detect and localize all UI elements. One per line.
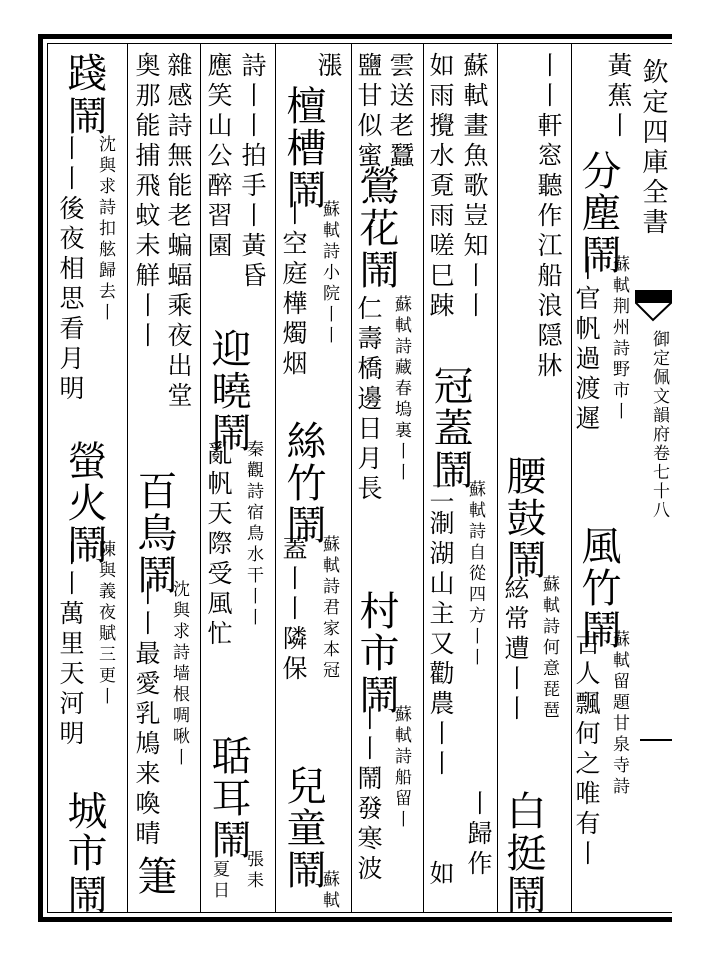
column-9-tail: 蓋丨丨隣保 bbox=[279, 535, 308, 685]
column-13-text: 奥那能捕飛蚊未觧丨丨 bbox=[132, 52, 161, 352]
column-6-text: 雲送老蠶 bbox=[386, 52, 415, 172]
column-6-note: 蘇軾詩藏春塢裏丨丨 bbox=[391, 295, 411, 484]
column-10-note: 秦觀詩宿鳥水干丨丨 bbox=[243, 440, 263, 629]
column-5-tail-2: 如 bbox=[426, 860, 455, 890]
column-1-heading-3: 風竹鬧 bbox=[575, 525, 621, 651]
column-1-tail: 丨官帆過渡遲 bbox=[572, 255, 601, 435]
column-11-tail-2: 夏日 bbox=[209, 860, 229, 902]
column-8-heading: 檀槽鬧 bbox=[280, 85, 326, 211]
column-14-note: 沈與求詩扣舷歸去丨 bbox=[95, 135, 115, 324]
column-rule bbox=[497, 43, 498, 913]
column-1-heading: 分 bbox=[575, 150, 621, 192]
column-13-tail: 丨丨最愛乳鳩来喚晴 bbox=[132, 580, 161, 850]
column-10-text: 詩丨丨拍手丨黃昏 bbox=[238, 52, 267, 292]
column-14-heading-3: 城市鬧 bbox=[61, 790, 107, 916]
column-10-heading: 迎曉鬧 bbox=[205, 328, 251, 454]
column-1-text: 黃蕉丨 bbox=[604, 52, 633, 142]
column-5-tail: 二淛湖山主又勸農丨丨 bbox=[426, 480, 455, 780]
fishtail-mark-icon bbox=[635, 290, 672, 330]
column-12-heading-2: 箑 bbox=[131, 855, 177, 897]
column-4-note: 蘇軾詩自從四方丨丨 bbox=[465, 480, 485, 669]
column-2-heading: 腰鼓鬧 bbox=[500, 455, 546, 581]
column-14-text: 踐 bbox=[61, 52, 107, 94]
column-2-heading-2: 白挺鬧 bbox=[500, 790, 546, 916]
column-6-heading: 鶯花鬧 bbox=[353, 165, 399, 291]
column-1-note: 蘇軾荆州詩野市丨 bbox=[609, 255, 629, 423]
column-rule bbox=[127, 43, 128, 913]
column-7-tail: 仁壽橋邊日月長 bbox=[354, 295, 383, 505]
column-8-text: 漲 bbox=[314, 52, 343, 82]
column-7-text: 鹽甘似蜜 bbox=[354, 52, 383, 172]
column-4-text: 蘇軾畫魚歌豈知丨丨 bbox=[460, 52, 489, 322]
column-8-note-2: 蘇軾詩君家本冠 bbox=[319, 535, 339, 682]
column-15-text: 丨丨後夜相思看月明 bbox=[56, 135, 85, 405]
column-14-heading: 鬧 bbox=[61, 95, 107, 137]
column-1-heading-2: 塵鬧 bbox=[575, 192, 621, 276]
column-rule bbox=[200, 43, 201, 913]
column-10-note-2: 張耒 bbox=[243, 850, 263, 892]
column-4-heading: 冠蓋鬧 bbox=[427, 365, 473, 491]
column-rule bbox=[275, 43, 276, 913]
column-6-heading-2: 村市鬧 bbox=[353, 590, 399, 716]
column-12-heading: 百鳥鬧 bbox=[131, 470, 177, 596]
column-6-note-2: 蘇軾詩船留丨 bbox=[391, 705, 411, 831]
column-2-text: 丨丨軒窓聽作江船浪隠牀 bbox=[534, 52, 563, 382]
column-12-note: 沈與求詩墙根啁啾丨 bbox=[169, 580, 189, 769]
column-8-heading-3: 兒童鬧 bbox=[280, 765, 326, 891]
column-2-tail: 絃常遭丨丨 bbox=[501, 575, 530, 725]
column-9-text: 丨空庭樺燭烟 bbox=[279, 200, 308, 380]
column-4-tail: 丨歸作 bbox=[464, 790, 493, 880]
column-10-heading-2: 聒耳鬧 bbox=[205, 735, 251, 861]
column-5-text: 如雨攪水覔雨嗟巳踈 bbox=[426, 52, 455, 322]
column-1-note-2: 蘇軾留題甘泉寺詩 bbox=[609, 630, 629, 798]
column-7-tail-2: 丨丨鬧發寒波 bbox=[354, 705, 383, 885]
column-8-note: 蘇軾詩小院丨丨 bbox=[319, 200, 339, 347]
book-title: 欽定四庫全書 bbox=[638, 58, 668, 238]
column-rule bbox=[351, 43, 352, 913]
fascicle-label: 御定佩文韻府卷七十八 bbox=[649, 330, 669, 520]
column-15-tail: 丨丨萬里天河明 bbox=[56, 540, 85, 750]
column-14-note-2: 陳與義夜賦三更丨 bbox=[95, 540, 115, 708]
column-1-tail-2: 古人飄何之唯有丨 bbox=[572, 630, 601, 870]
column-2-note: 蘇軾詩何意琵琶 bbox=[539, 575, 559, 722]
page-marker-icon bbox=[640, 730, 672, 750]
column-14-heading-2: 螢火鬧 bbox=[61, 440, 107, 566]
column-8-note-3: 蘇軾 bbox=[319, 870, 339, 912]
column-8-heading-2: 絲竹鬧 bbox=[280, 420, 326, 546]
column-12-text: 雜感詩無能老蝙蝠乘夜出堂 bbox=[164, 52, 193, 412]
column-11-text: 應笑山公醉習園 bbox=[204, 52, 233, 262]
column-rule bbox=[423, 43, 424, 913]
column-11-tail: 亂帆天際受風忙 bbox=[204, 440, 233, 650]
